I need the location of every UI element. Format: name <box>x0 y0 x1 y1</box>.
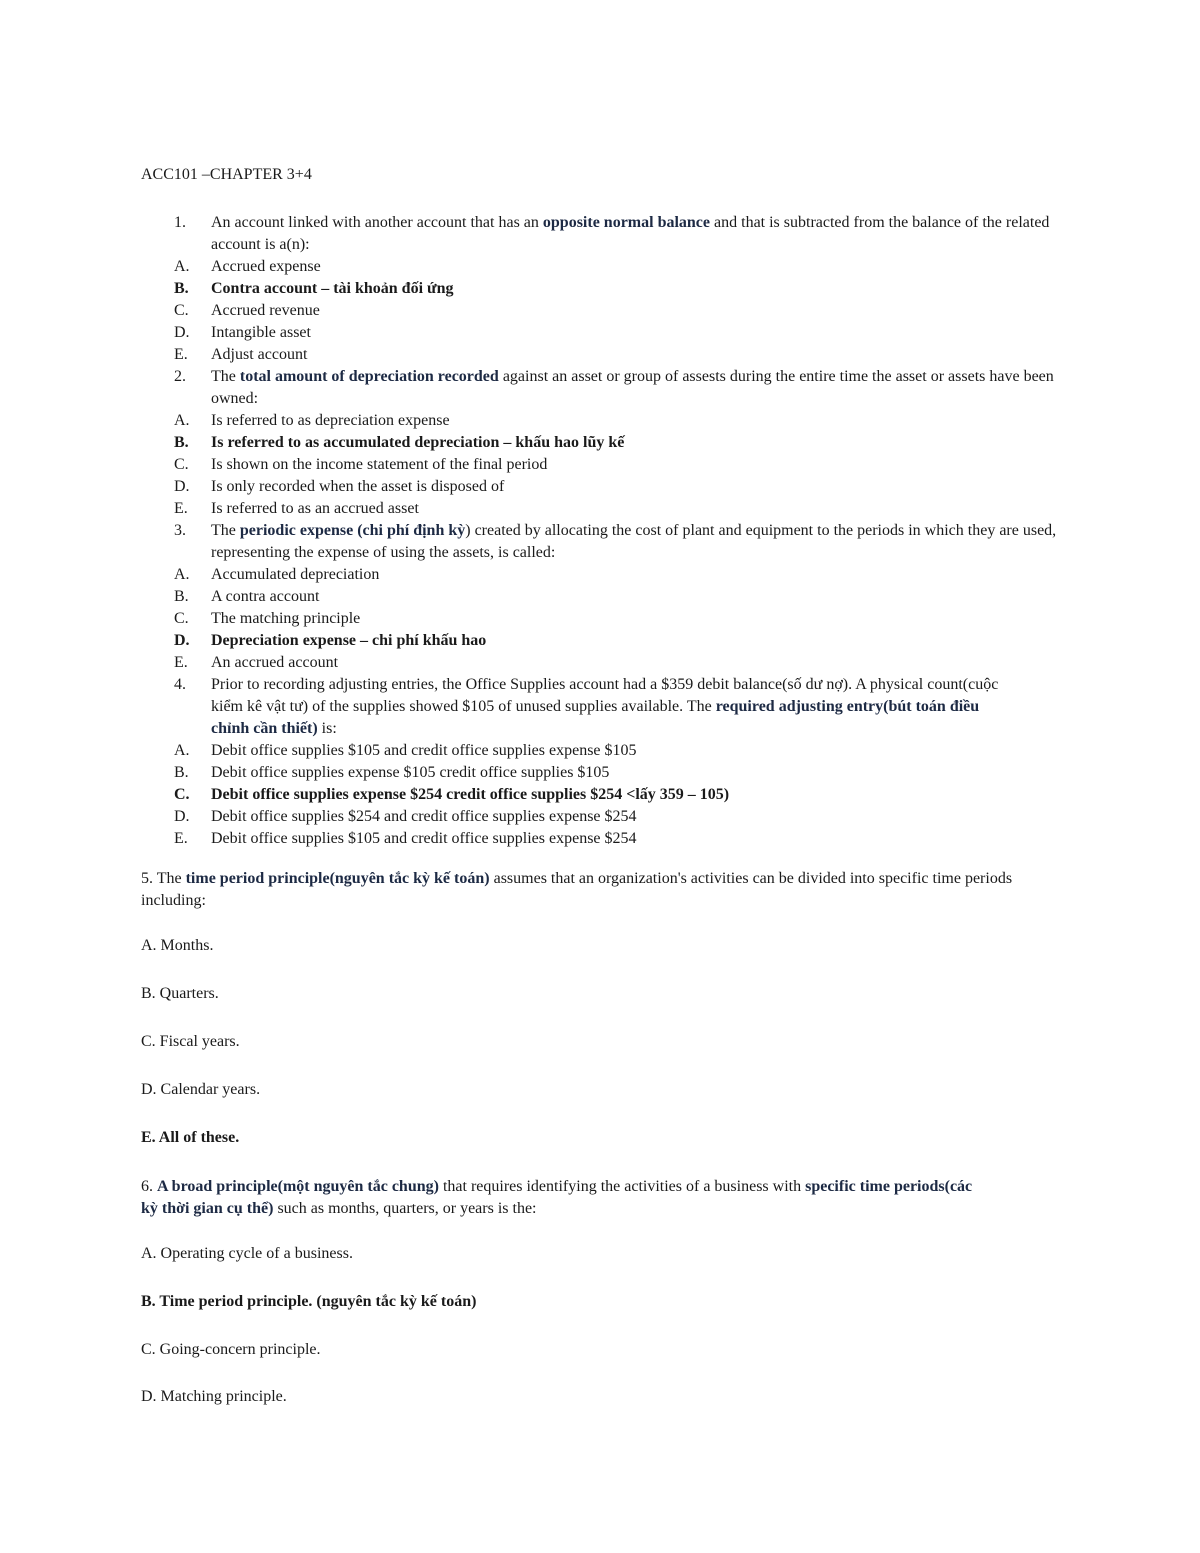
option-letter: B. <box>174 764 189 781</box>
correct-option-row <box>0 432 1200 454</box>
option-row <box>0 652 1200 674</box>
question-emphasis: periodic expense (chi phí định kỳ <box>239 522 466 539</box>
option-text: Is referred to as an accrued asset <box>211 500 419 517</box>
option-paragraph: C. Going-concern principle. <box>141 1341 321 1358</box>
option-row <box>0 762 1200 784</box>
option-row <box>0 564 1200 586</box>
question-text-part: The <box>211 368 240 385</box>
option-text: Debit office supplies $254 and credit office supplies expense $254 <box>211 808 637 825</box>
option-letter: A. <box>174 412 190 429</box>
option-letter: D. <box>174 478 190 495</box>
option-paragraph: D. Calendar years. <box>141 1081 261 1098</box>
question-emphasis: specific time periods(các kỳ thời gian cụ thể) <box>141 1178 973 1217</box>
option-text: Debit office supplies $105 and credit office supplies expense $254 <box>211 830 637 847</box>
option-text: Accumulated depreciation <box>211 566 380 583</box>
question-text-part: against an asset or group of assests during the entire time the asset or assets have been owned: <box>211 368 1054 407</box>
option-row <box>0 806 1200 828</box>
option-text: Is shown on the income statement of the final period <box>211 456 548 473</box>
numbered-question-list <box>0 212 1200 850</box>
option-text: An accrued account <box>211 654 339 671</box>
question-4 <box>0 674 1200 740</box>
option-letter: D. <box>174 324 190 341</box>
document-title: ACC101 –CHAPTER 3+4 <box>141 166 312 183</box>
option-row <box>0 410 1200 432</box>
option-letter: B. <box>174 434 189 451</box>
option-text: Intangible asset <box>211 324 311 341</box>
option-text: Is referred to as depreciation expense <box>211 412 450 429</box>
option-paragraph: D. Matching principle. <box>141 1388 287 1405</box>
option-text: Accrued expense <box>211 258 321 275</box>
option-text: Is referred to as accumulated depreciation – khấu hao lũy kế <box>211 434 625 451</box>
option-text: Debit office supplies $105 and credit office supplies expense $105 <box>211 742 637 759</box>
question-text-part: assumes that an organization's activities can be divided into specific time periods including: <box>141 870 1013 909</box>
option-letter: A. <box>174 258 190 275</box>
option-row <box>0 454 1200 476</box>
option-letter: D. <box>174 808 190 825</box>
option-row <box>0 300 1200 322</box>
question-text <box>211 212 1066 256</box>
option-letter: B. <box>174 588 189 605</box>
option-text: Accrued revenue <box>211 302 320 319</box>
question-3 <box>0 520 1200 564</box>
option-row <box>0 344 1200 366</box>
option-text: Debit office supplies expense $105 credit office supplies $105 <box>211 764 610 781</box>
option-letter: A. <box>174 742 190 759</box>
question-text-part: ) created by allocating the cost of plant and equipment to the periods in which they are used, representing the expense of using the assets, is called: <box>211 522 1057 561</box>
option-paragraph: A. Months. <box>141 937 214 954</box>
option-letter: D. <box>174 632 190 649</box>
option-text: Debit office supplies expense $254 credit office supplies $254 <lấy 359 – 105) <box>211 786 730 803</box>
option-text: Adjust account <box>211 346 308 363</box>
correct-option-row <box>0 630 1200 652</box>
question-number: 4. <box>174 676 186 693</box>
question-text <box>211 366 1066 410</box>
option-paragraph: A. Operating cycle of a business. <box>141 1245 353 1262</box>
question-text-part: An account linked with another account that has an <box>211 214 543 231</box>
option-row <box>0 498 1200 520</box>
question-text-part: and that is subtracted from the balance of the related account is a(n): <box>211 214 1050 253</box>
option-row <box>0 828 1200 850</box>
option-row <box>0 256 1200 278</box>
question-text <box>211 520 1066 564</box>
option-letter: C. <box>174 456 189 473</box>
option-text: A contra account <box>211 588 320 605</box>
question-text-part: The <box>211 522 240 539</box>
correct-option-paragraph: B. Time period principle. (nguyên tắc kỳ kế toán) <box>141 1293 477 1310</box>
option-text: Contra account – tài khoản đối ứng <box>211 280 454 297</box>
question-text-part: such as months, quarters, or years is the: <box>273 1200 537 1217</box>
question-5 <box>141 868 1061 912</box>
option-letter: A. <box>174 566 190 583</box>
option-letter: E. <box>174 654 188 671</box>
option-letter: C. <box>174 786 190 803</box>
option-paragraph: B. Quarters. <box>141 985 219 1002</box>
question-emphasis: total amount of depreciation recorded <box>239 368 499 385</box>
correct-option-row <box>0 784 1200 806</box>
question-number: 1. <box>174 214 186 231</box>
option-text: Is only recorded when the asset is disposed of <box>211 478 505 495</box>
question-emphasis: time period principle(nguyên tắc kỳ kế toán) <box>185 870 490 887</box>
question-number: 2. <box>174 368 186 385</box>
option-letter: C. <box>174 610 189 627</box>
correct-option-row <box>0 278 1200 300</box>
option-row <box>0 740 1200 762</box>
option-letter: C. <box>174 302 189 319</box>
option-letter: E. <box>174 830 188 847</box>
question-text-part: 6. <box>141 1178 157 1195</box>
question-text <box>211 674 1001 740</box>
question-emphasis: opposite normal balance <box>542 214 711 231</box>
option-letter: B. <box>174 280 189 297</box>
correct-option-paragraph: E. All of these. <box>141 1129 240 1146</box>
question-emphasis: A broad principle(một nguyên tắc chung) <box>157 1178 439 1195</box>
question-emphasis: required adjusting entry(bút toán điều chỉnh cần thiết) <box>211 698 980 737</box>
question-6 <box>141 1176 991 1220</box>
option-text: The matching principle <box>211 610 361 627</box>
question-text-part: Prior to recording adjusting entries, the Office Supplies account had a $359 debit balance(số dư nợ). A physical count(cuộc kiểm kê vật tư) of the supplies showed $105 of unused supplies available. The <box>211 676 999 715</box>
option-text: Depreciation expense – chi phí khấu hao <box>211 632 487 649</box>
option-row <box>0 476 1200 498</box>
question-text-part: 5. The <box>141 870 186 887</box>
option-row <box>0 586 1200 608</box>
question-text-part: is: <box>317 720 337 737</box>
question-1 <box>0 212 1200 256</box>
option-letter: E. <box>174 346 188 363</box>
option-row <box>0 608 1200 630</box>
question-2 <box>0 366 1200 410</box>
question-number: 3. <box>174 522 186 539</box>
question-text-part: that requires identifying the activities of a business with <box>438 1178 806 1195</box>
option-paragraph: C. Fiscal years. <box>141 1033 240 1050</box>
option-letter: E. <box>174 500 188 517</box>
option-row <box>0 322 1200 344</box>
